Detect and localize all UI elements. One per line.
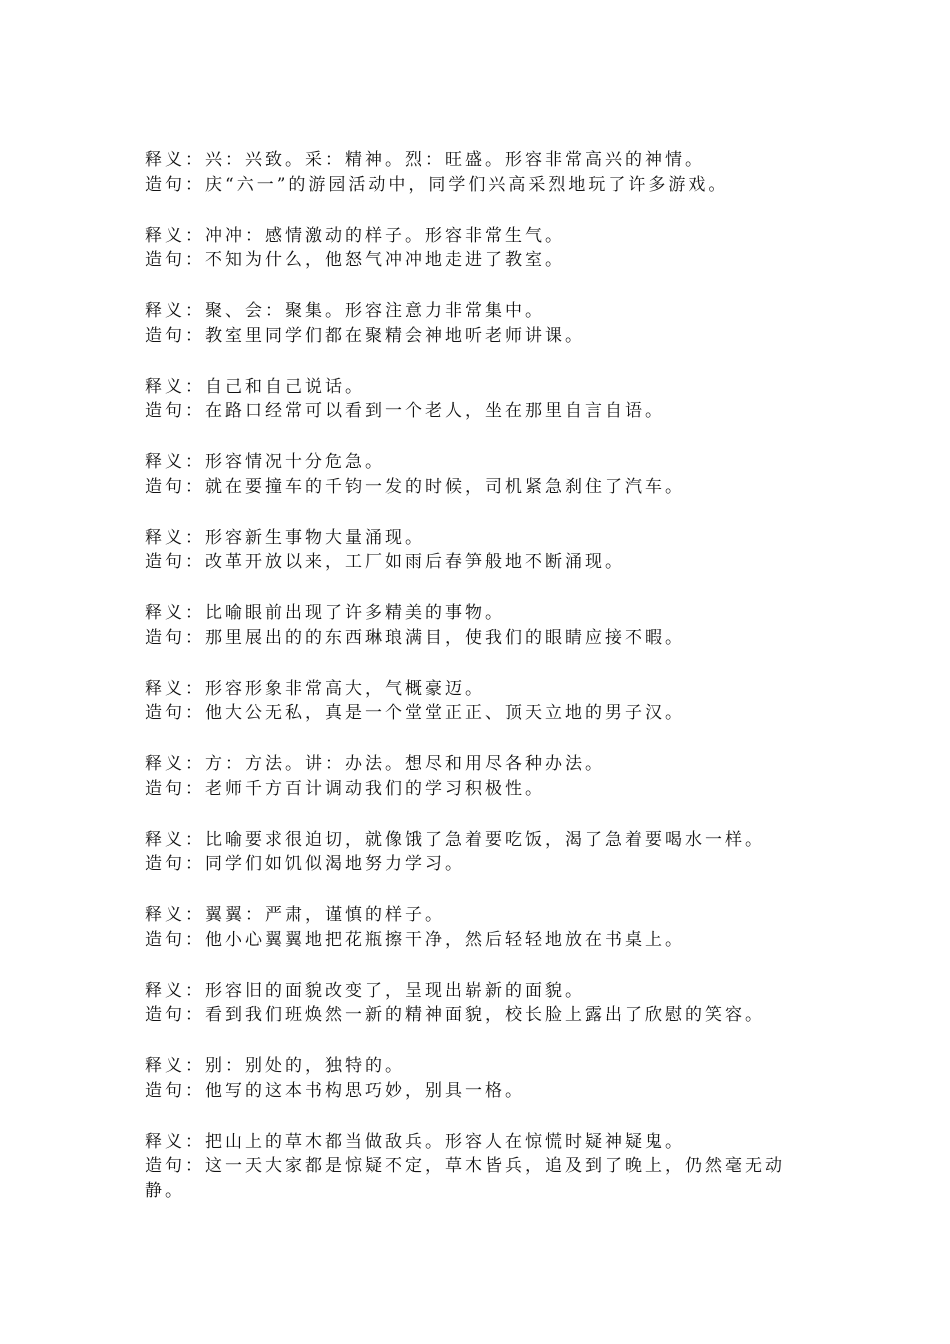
example-sentence: 造句：那里展出的的东西琳琅满目，使我们的眼睛应接不暇。 (145, 627, 685, 648)
example-sentence: 造句：在路口经常可以看到一个老人，坐在那里自言自语。 (145, 401, 665, 421)
example-sentence: 造句：同学们如饥似渴地努力学习。 (145, 854, 465, 874)
list-item (145, 375, 813, 424)
example-sentence: 造句：就在要撞车的千钧一发的时候，司机紧急刹住了汽车。 (145, 476, 685, 497)
example-sentence: 造句：老师千方百计调动我们的学习积极性。 (145, 778, 545, 799)
meaning-text: 释义：自己和自己说话。 (145, 376, 365, 397)
list-item (145, 601, 813, 650)
list-item (145, 752, 813, 801)
list-item (145, 450, 813, 499)
example-sentence: 造句：他大公无私，真是一个堂堂正正、顶天立地的男子汉。 (145, 703, 685, 723)
list-item (145, 148, 813, 197)
meaning-text: 释义：比喻要求很迫切，就像饿了急着要吃饭，渴了急着要喝水一样。 (145, 829, 765, 850)
list-item (145, 526, 813, 575)
example-sentence: 造句：这一天大家都是惊疑不定，草木皆兵，追及到了晚上，仍然毫无动静。 (145, 1156, 785, 1201)
example-sentence: 造句：不知为什么，他怒气冲冲地走进了教室。 (145, 250, 565, 270)
idiom-list (145, 148, 813, 1230)
meaning-text: 释义：方：方法。讲：办法。想尽和用尽各种办法。 (145, 754, 605, 774)
meaning-text: 释义：聚、会：聚集。形容注意力非常集中。 (145, 301, 545, 321)
meaning-text: 释义：形容新生事物大量涌现。 (145, 527, 425, 548)
example-sentence: 造句：教室里同学们都在聚精会神地听老师讲课。 (145, 325, 585, 346)
example-sentence: 造句：改革开放以来，工厂如雨后春笋般地不断涌现。 (145, 552, 625, 572)
meaning-text: 释义：形容形象非常高大，气概豪迈。 (145, 678, 485, 699)
list-item (145, 903, 813, 952)
list-item (145, 1054, 813, 1103)
example-sentence: 造句：他小心翼翼地把花瓶擦干净，然后轻轻地放在书桌上。 (145, 929, 685, 950)
meaning-text: 释义：翼翼：严肃，谨慎的样子。 (145, 905, 445, 925)
example-sentence: 造句：庆“六一”的游园活动中，同学们兴高采烈地玩了许多游戏。 (145, 174, 729, 195)
list-item (145, 1130, 813, 1204)
example-sentence: 造句：他写的这本书构思巧妙，别具一格。 (145, 1080, 525, 1101)
meaning-text: 释义：形容旧的面貌改变了，呈现出崭新的面貌。 (145, 980, 585, 1001)
meaning-text: 释义：冲冲：感情激动的样子。形容非常生气。 (145, 225, 565, 246)
meaning-text: 释义：比喻眼前出现了许多精美的事物。 (145, 603, 505, 623)
list-item (145, 224, 813, 273)
meaning-text: 释义：把山上的草木都当做敌兵。形容人在惊慌时疑神疑鬼。 (145, 1131, 685, 1152)
list-item (145, 828, 813, 877)
list-item (145, 979, 813, 1028)
example-sentence: 造句：看到我们班焕然一新的精神面貌，校长脸上露出了欣慰的笑容。 (145, 1005, 765, 1025)
meaning-text: 释义：形容情况十分危急。 (145, 452, 385, 472)
meaning-text: 释义：别：别处的，独特的。 (145, 1056, 405, 1076)
meaning-text: 释义：兴：兴致。采：精神。烈：旺盛。形容非常高兴的神情。 (145, 150, 705, 170)
list-item (145, 677, 813, 726)
list-item (145, 299, 813, 348)
